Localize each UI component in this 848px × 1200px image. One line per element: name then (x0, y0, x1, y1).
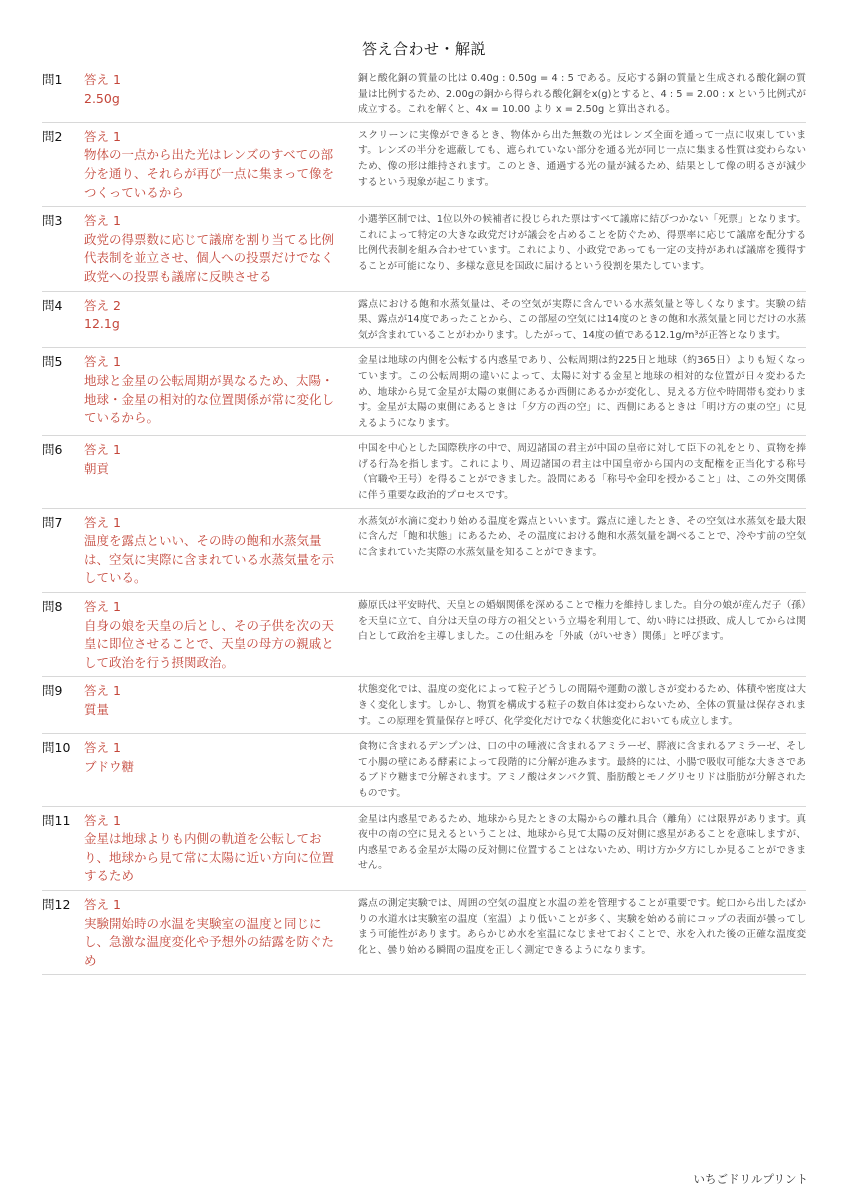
question-number: 問5 (42, 348, 74, 436)
question-number: 問9 (42, 677, 74, 734)
answer-cell (74, 890, 352, 974)
answer-choice: 答え 1 (84, 72, 121, 87)
explanation-text: 銅と酸化銅の質量の比は 0.40g : 0.50g = 4 : 5 である。反応する銅の質量と生成される酸化銅の質量は比例するため、2.00gの銅から得られる酸化銅をx(g)とすると、4 : 5 = 2.00 : x という比例式が成立する。これを解くと、4x = 10.00 より x = 2.50g と算出される。 (352, 66, 806, 122)
answer-cell (74, 207, 352, 291)
answer-choice: 答え 1 (84, 896, 121, 912)
answer-choice: 答え 1 (84, 812, 121, 828)
answer-choice: 答え 1 (84, 740, 121, 756)
explanation-text: 状態変化では、温度の変化によって粒子どうしの間隔や運動の激しさが変わるため、体積や密度は大きく変化します。しかし、物質を構成する粒子の数自体は変わらないため、全体の質量は保存されます。この原理を質量保存と呼び、化学変化だけでなく状態変化においても成立します。 (352, 677, 806, 734)
answer-row (42, 291, 806, 348)
answer-row (42, 122, 806, 206)
answer-text: 実験開始時の水温を実験室の温度と同じにし、急激な温度変化や予想外の結露を防ぐため (84, 915, 335, 968)
answer-text: 地球と金星の公転周期が異なるため、太陽・地球・金星の相対的な位置関係が常に変化しているから。 (84, 372, 335, 426)
explanation-text: 小選挙区制では、1位以外の候補者に投じられた票はすべて議席に結びつかない「死票」となります。これによって特定の大きな政党だけが議会を占めることを防ぐため、得票率に応じて議席を配分する比例代表制を組み合わせています。これにより、小政党であっても一定の支持があれば議席を獲得することが可能になり、多様な意見を国政に届けるという役割を果たしています。 (352, 207, 806, 291)
answer-cell (74, 291, 352, 348)
explanation-text: 金星は地球の内側を公転する内惑星であり、公転周期は約225日と地球（約365日）よりも短くなっています。この公転周期の違いによって、太陽に対する金星と地球の相対的な位置が日々変わるため、地球から見て金星が太陽の東側にあるか西側にあるかが変化し、見える方位や時間帯も変わります。金星が太陽の東側にあるときは「夕方の西の空」に、西側にあるときは「明け方の東の空」に見えるようになります。 (352, 348, 806, 436)
explanation-text: スクリーンに実像ができるとき、物体から出た無数の光はレンズ全面を通って一点に収束しています。レンズの半分を遮蔽しても、遮られていない部分を通る光が同じ一点に集まる性質は変わらないため、像の形は維持されます。このとき、通過する光の量が減るため、結果として像の明るさが減少するという現象が起こります。 (352, 122, 806, 206)
question-number: 問8 (42, 593, 74, 677)
answer-text: 質量 (84, 702, 110, 717)
answer-row (42, 734, 806, 806)
question-number: 問4 (42, 291, 74, 348)
answer-cell (74, 806, 352, 890)
answer-text: 自身の娘を天皇の后とし、その子供を次の天皇に即位させることで、天皇の母方の親戚として政治を行う摂関政治。 (84, 617, 335, 670)
answer-choice: 答え 1 (84, 442, 121, 458)
page-title: 答え合わせ・解説 (361, 40, 486, 58)
question-number: 問6 (42, 436, 74, 508)
answer-row (42, 436, 806, 508)
answer-cell (74, 122, 352, 206)
answer-table (42, 66, 806, 975)
explanation-text: 藤原氏は平安時代、天皇との婚姻関係を深めることで権力を維持しました。自分の娘が産んだ子（孫）を天皇に立て、自分は天皇の母方の祖父という立場を利用して、幼い時には摂政、成人してからは関白として政治を主導しました。この仕組みを「外戚（がいせき）関係」と呼びます。 (352, 593, 806, 677)
answer-text: 12.1g (84, 316, 120, 332)
answer-row (42, 677, 806, 734)
answer-text: 2.50g (84, 90, 120, 106)
answer-text: 政党の得票数に応じて議席を割り当てる比例代表制を並立させ、個人への投票だけでなく政党への投票も議席に反映させる (84, 231, 335, 284)
explanation-text: 水蒸気が水滴に変わり始める温度を露点といいます。露点に達したとき、その空気は水蒸気を最大限に含んだ「飽和状態」にあるため、その温度における飽和水蒸気量を調べることで、冷やす前の空気に含まれていた実際の水蒸気量を知ることができます。 (352, 508, 806, 592)
answer-cell (74, 66, 352, 122)
question-number: 問1 (42, 66, 74, 122)
answer-choice: 答え 1 (84, 514, 121, 530)
explanation-text: 露点における飽和水蒸気量は、その空気が実際に含んでいる水蒸気量と等しくなります。実験の結果、露点が14度であったことから、この部屋の空気には14度のときの飽和水蒸気量と同じだけの水蒸気が含まれていることがわかります。したがって、14度の値である12.1g/m³が正答となります。 (352, 291, 806, 348)
answer-row (42, 508, 806, 592)
answer-text: 温度を露点といい、その時の飽和水蒸気量は、空気に実際に含まれている水蒸気量を示している。 (84, 533, 335, 586)
answer-cell (74, 677, 352, 734)
question-number: 問2 (42, 122, 74, 206)
answer-cell (74, 436, 352, 508)
explanation-text: 中国を中心とした国際秩序の中で、周辺諸国の君主が中国の皇帝に対して臣下の礼をとり、貢物を捧げる行為を指します。これにより、周辺諸国の君主は中国皇帝から国内の支配権を正当化する称号（官職や王号）を得ることができました。設問にある「称号や金印を授かること」は、この外交関係に伴う重要な政治的プロセスです。 (352, 436, 806, 508)
answer-row (42, 593, 806, 677)
answer-row (42, 348, 806, 436)
explanation-text: 金星は内惑星であるため、地球から見たときの太陽からの離れ具合（離角）には限界があります。真夜中の南の空に見えるということは、地球から見て太陽の反対側に惑星があることを意味しますが、内惑星である金星が太陽の反対側に位置することはないため、明け方か夕方にしか見ることができません。 (352, 806, 806, 890)
answer-text: 金星は地球よりも内側の軌道を公転しており、地球から見て常に太陽に近い方向に位置するため (84, 831, 335, 884)
explanation-text: 露点の測定実験では、周囲の空気の温度と水温の差を管理することが重要です。蛇口から出したばかりの水道水は実験室の温度（室温）より低いことが多く、実験を始める前にコップの表面が曇ってしまう可能性があります。あらかじめ水を室温になじませておくことで、氷を入れた後の正確な温度変化と、曇り始める瞬間の温度を正しく測定できるようになります。 (352, 890, 806, 974)
answer-choice: 答え 1 (84, 213, 121, 229)
answer-choice: 答え 1 (84, 128, 121, 144)
footer-brand: いちごドリルプリント (693, 1172, 808, 1186)
answer-choice: 答え 2 (84, 297, 121, 313)
answer-row (42, 66, 806, 122)
question-number: 問7 (42, 508, 74, 592)
answer-row (42, 890, 806, 974)
question-number: 問12 (42, 890, 74, 974)
question-number: 問3 (42, 207, 74, 291)
explanation-text: 食物に含まれるデンプンは、口の中の唾液に含まれるアミラーゼ、膵液に含まれるアミラーゼ、そして小腸の壁にある酵素によって段階的に分解が進みます。最終的には、小腸で吸収可能な大きさであるブドウ糖まで分解されます。アミノ酸はタンパク質、脂肪酸とモノグリセリドは脂肪が分解されたものです。 (352, 734, 806, 806)
answer-text: 朝貢 (84, 460, 110, 476)
question-number: 問10 (42, 734, 74, 806)
answer-cell (74, 508, 352, 592)
answer-row (42, 806, 806, 890)
answer-cell (74, 348, 352, 436)
answer-choice: 答え 1 (84, 599, 121, 615)
answer-cell (74, 593, 352, 677)
answer-text: ブドウ糖 (84, 758, 135, 774)
answer-text: 物体の一点から出た光はレンズのすべての部分を通り、それらが再び一点に集まって像をつくっているから (84, 147, 335, 200)
answer-cell (74, 734, 352, 806)
answer-row (42, 207, 806, 291)
answer-choice: 答え 1 (84, 683, 121, 699)
question-number: 問11 (42, 806, 74, 890)
answer-choice: 答え 1 (84, 354, 121, 370)
